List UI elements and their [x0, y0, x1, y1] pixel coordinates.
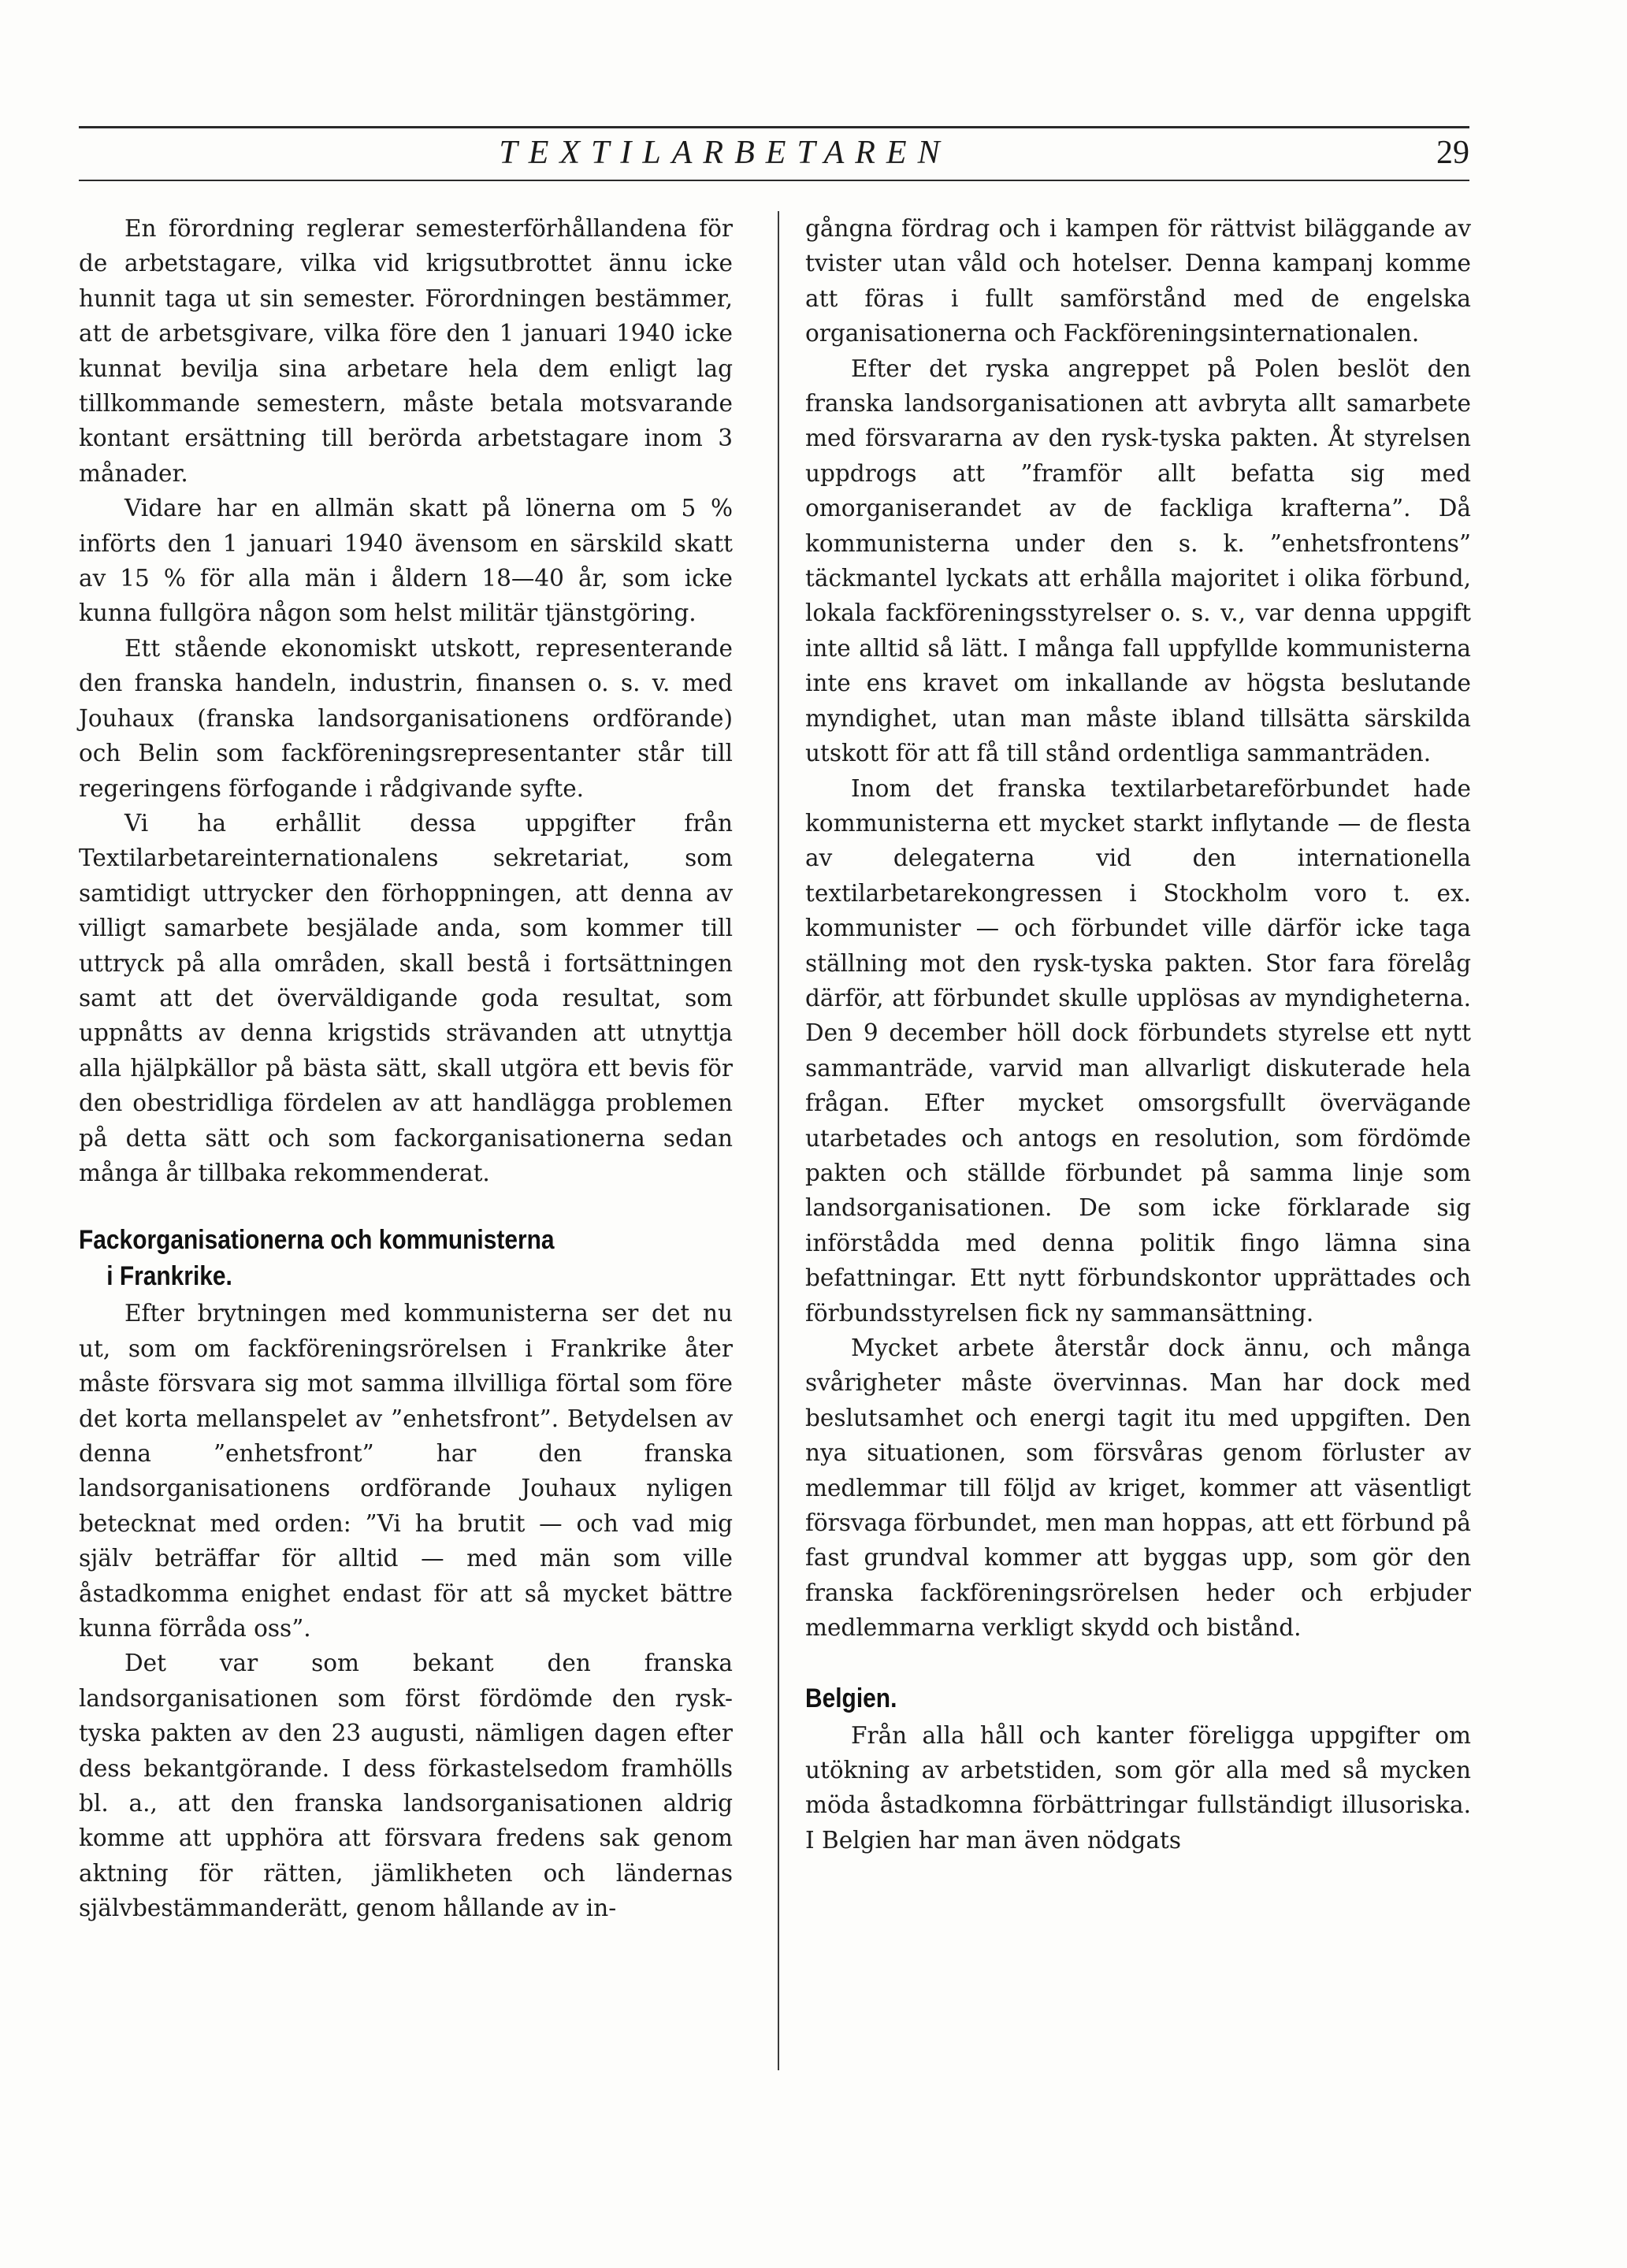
paragraph: Från alla håll och kanter föreligga uppgifter om utökning av arbetstiden, som gör alla med så mycken möda åstadkomna förbättringar fullständigt illusoriska. I Belgien har man även nödgats	[805, 1721, 1471, 1854]
paragraph: Inom det franska textilarbetareförbundet hade kommunisterna ett mycket starkt inflytande — de flesta av delegaterna vid den internationella textilarbetarekongressen i Stockholm voro t. ex. kommunister — och förbundet ville därför icke taga ställning mot den rysk-tyska pakten. Stor fara förelåg därför, att förbundet skulle upplösas av myndigheterna. Den 9 december höll dock förbundets styrelse ett nytt sammanträde, varvid man allvarligt diskuterade hela frågan. Efter mycket omsorgsfullt övervägande utarbetades och antogs en resolution, som fördömde pakten och ställde förbundet på samma linje som landsorganisationen. De som icke förklarade sig införstådda med denna politik fingo lämna sina befattningar. Ett nytt förbundskontor upprättades och förbundsstyrelsen fick ny sammansättning.	[805, 774, 1471, 1327]
paragraph: Det var som bekant den franska landsorganisationen som först fördömde den rysk-tyska pakten av den 23 augusti, nämligen dagen efter dess bekantgörande. I dess förkastelsedom framhölls bl. a., att den franska landsorganisationen aldrig komme att upphöra att försvara fredens sak genom aktning för rätten, jämlikheten och ländernas självbestämmanderätt, genom hållande av in-	[79, 1650, 733, 1922]
paragraph: En förordning reglerar semesterförhållandena för de arbetstagare, vilka vid krigsutbrottet ännu icke hunnit taga ut sin semester. Förordningen bestämmer, att de arbetsgivare, vilka före den 1 januari 1940 icke kunnat bevilja sina arbetare hela dem enligt lag tillkommande semestern, måste betala motsvarande kontant ersättning till berörda arbetstagare inom 3 månader.	[79, 215, 733, 487]
right-column	[805, 211, 1471, 1858]
heading-line-2: i Frankrike.	[106, 1261, 232, 1292]
heading-line-1: Fackorganisationerna och kommunisterna	[79, 1225, 555, 1256]
paragraph: Efter det ryska angreppet på Polen beslöt den franska landsorganisationen att avbryta allt samarbete med försvararna av den rysk-tyska pakten. Åt styrelsen uppdrogs att ”framför allt befatta sig med omorganiserandet av de fackliga krafterna”. Då kommunisterna under den s. k. ”enhetsfrontens” täckmantel lyckats att erhålla majoritet i olika förbund, lokala fackföreningsstyrelser o. s. v., var denna uppgift inte alltid så lätt. I många fall uppfyllde kommunisterna inte ens kravet om inkallande av högsta beslutande myndighet, utan man måste ibland tillsätta särskilda utskott för att få till stånd ordentliga sammanträden.	[805, 354, 1471, 767]
header-rule-top	[79, 126, 1469, 128]
paragraph: gångna fördrag och i kampen för rättvist biläggande av tvister utan våld och hotelser. Denna kampanj komme att föras i fullt samförstånd med de engelska organisationerna och Fackföreningsinternationalen.	[805, 215, 1471, 347]
section-heading-belgium: Belgien.	[805, 1683, 897, 1713]
column-divider	[778, 211, 779, 2070]
paragraph: Mycket arbete återstår dock ännu, och många svårigheter måste övervinnas. Man har dock med beslutsamhet och energi tagit itu med uppgiften. Den nya situationen, som försvåras genom förluster av medlemmar till följd av kriget, kommer att väsentligt försvaga förbundet, men man hoppas, att ett förbund på fast grundval kommer att byggas upp, som gör den franska fackföreningsrörelsen heder och erbjuder medlemmarna verkligt skydd och bistånd.	[805, 1334, 1471, 1642]
paragraph: Vidare har en allmän skatt på lönerna om 5 % införts den 1 januari 1940 ävensom en särskild skatt av 15 % för alla män i åldern 18—40 år, som icke kunna fullgöra någon som helst militär tjänstgöring.	[79, 495, 733, 627]
paragraph: Vi ha erhållit dessa uppgifter från Textilarbetareinternationalens sekretariat, som samtidigt uttrycker den förhoppningen, att denna av villigt samarbete besjälade anda, som kommer till uttryck på alla områden, skall bestå i fortsättningen samt att det överväldigande goda resultat, som uppnåtts av denna krigstids strävanden att utnyttja alla hjälpkällor på bästa sätt, skall utgöra ett bevis för den obestridliga fördelen av att handlägga problemen på detta sätt och som fackorganisationerna sedan många år tillbaka rekommenderat.	[79, 809, 733, 1186]
left-column	[79, 211, 733, 1926]
paragraph: Efter brytningen med kommunisterna ser det nu ut, som om fackföreningsrörelsen i Frankrike åter måste försvara sig mot samma illvilliga förtal som före det korta mellanspelet av ”enhetsfront”. Betydelsen av denna ”enhetsfront” har den franska landsorganisationens ordförande Jouhaux nyligen betecknat med orden: ”Vi ha brutit — och vad mig själv beträffar för alltid — med män som ville åstadkomma enighet endast för att så mycket bättre kunna förråda oss”.	[79, 1300, 733, 1643]
page-number: 29	[1436, 135, 1469, 171]
magazine-title: TEXTILARBETAREN	[499, 135, 951, 171]
section-heading-france	[79, 1222, 654, 1294]
header-rule-bottom	[79, 180, 1469, 181]
paragraph: Ett stående ekonomiskt utskott, representerande den franska handeln, industrin, finansen o. s. v. med Jouhaux (franska landsorganisationens ordförande) och Belin som fackföreningsrepresentanter står till regeringens förfogande i rådgivande syfte.	[79, 634, 733, 802]
